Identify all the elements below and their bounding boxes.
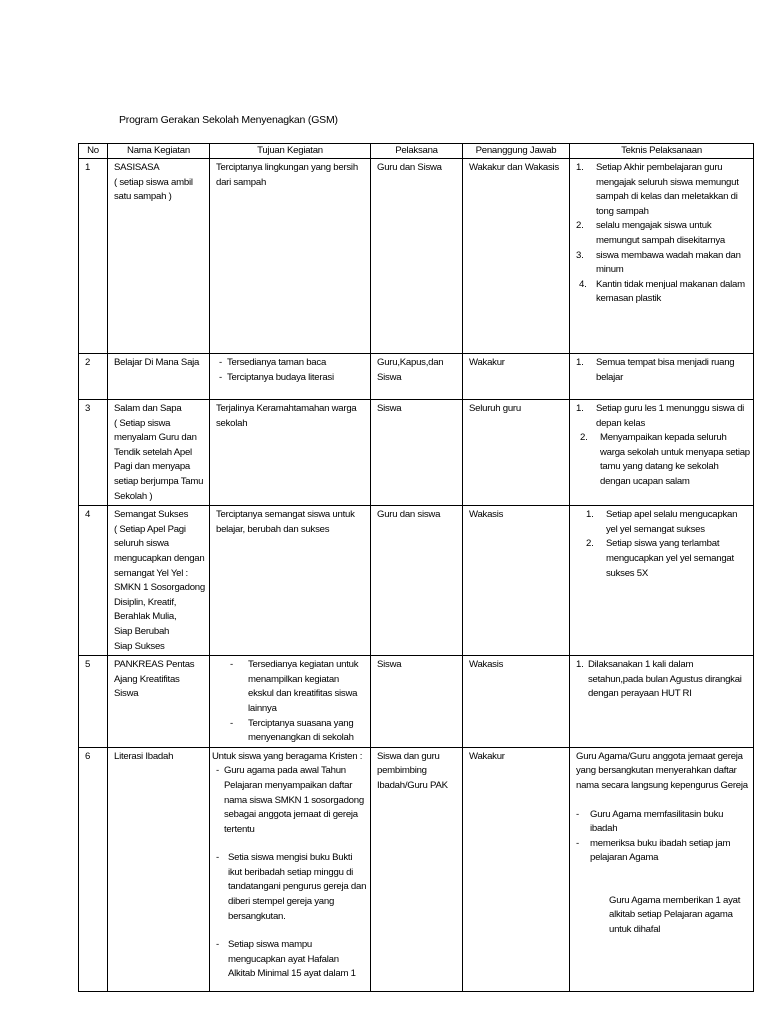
list-marker: - bbox=[576, 808, 579, 820]
list-marker: 1. bbox=[586, 509, 594, 521]
table-header-row bbox=[79, 144, 754, 159]
cell-teknis bbox=[570, 400, 754, 506]
list-text: Setiap guru les 1 menunggu siswa di depan kelas bbox=[596, 403, 745, 429]
header-no: No bbox=[79, 144, 108, 159]
table-row bbox=[79, 747, 754, 991]
list-item bbox=[219, 371, 367, 386]
cell-nama-kegiatan: Belajar Di Mana Saja bbox=[108, 354, 210, 400]
list-marker: 1. bbox=[576, 162, 584, 173]
list-text: Kantin tidak menjual makanan dalam kemasan plastik bbox=[596, 278, 745, 305]
list-text: selalu mengajak siswa untuk memungut sampah disekitarnya bbox=[596, 220, 725, 246]
list-text: Terciptanya suasana yang menyenangkan di sekolah bbox=[248, 717, 354, 744]
list-item bbox=[576, 837, 750, 866]
list-marker: 3. bbox=[576, 249, 584, 261]
list-item bbox=[216, 938, 367, 982]
list-text: Setiap siswa mampu mengucapkan ayat Hafalan Alkitab Minimal 15 ayat dalam 1 bbox=[228, 939, 356, 980]
cell-pelaksana: Siswa dan guru pembimbing Ibadah/Guru PAK bbox=[371, 747, 463, 991]
header-nama-kegiatan: Nama Kegiatan bbox=[108, 144, 210, 159]
cell-teknis bbox=[570, 159, 754, 354]
cell-nama-kegiatan: Salam dan Sapa ( Setiap siswa menyalam Guru dan Tendik setelah Apel Pagi dan menyapa setiap berjumpa Tamu Sekolah ) bbox=[108, 400, 210, 506]
list-text: memeriksa buku ibadah setiap jam pelajaran Agama bbox=[590, 837, 731, 864]
table-row bbox=[79, 400, 754, 506]
list-text: Setiap apel selalu mengucapkan yel yel semangat sukses bbox=[606, 509, 738, 535]
list-item bbox=[216, 851, 367, 924]
list-text: siswa membawa wadah makan dan minum bbox=[596, 249, 741, 276]
list-item bbox=[576, 219, 750, 248]
list-item bbox=[576, 402, 750, 431]
cell-nama-kegiatan: Semangat Sukses ( Setiap Apel Pagi seluruh siswa mengucapkan dengan semangat Yel Yel : SMKN 1 Sosorgadong Disiplin, Kreatif, Berahlak Mulia, Siap Berubah Siap Sukses bbox=[108, 506, 210, 656]
cell-pelaksana: Siswa bbox=[371, 656, 463, 748]
list-marker: 2. bbox=[586, 538, 594, 550]
list-text: Terciptanya budaya literasi bbox=[227, 371, 334, 383]
cell-no: 6 bbox=[79, 747, 108, 991]
cell-penanggung-jawab: Wakasis bbox=[463, 656, 570, 748]
tujuan-intro: Untuk siswa yang beragama Kristen : bbox=[212, 750, 363, 762]
list-marker: - bbox=[230, 659, 233, 671]
list-text: Setiap Akhir pembelajaran guru mengajak seluruh siswa memungut sampah di kelas dan meletakkan di tong sampah bbox=[596, 162, 739, 217]
list-text: Guru Agama memfasilitasin buku ibadah bbox=[590, 808, 724, 835]
cell-nama-kegiatan: Literasi Ibadah bbox=[108, 747, 210, 991]
cell-no: 1 bbox=[79, 159, 108, 354]
list-text: Tersedianya kegiatan untuk menampilkan kegiatan ekskul dan kreatifitas siswa lainnya bbox=[248, 659, 359, 714]
list-marker: - bbox=[216, 939, 219, 951]
list-item bbox=[216, 764, 367, 837]
list-marker: - bbox=[230, 717, 233, 729]
table-row bbox=[79, 354, 754, 400]
list-text: Semua tempat bisa menjadi ruang belajar bbox=[596, 357, 735, 383]
list-text: Guru agama pada awal Tahun Pelajaran menyampaikan daftar nama siswa SMKN 1 sosorgadong sebagai anggota jemaat di gereja tertentu bbox=[224, 765, 364, 835]
cell-teknis bbox=[570, 506, 754, 656]
teknis-outro: Guru Agama memberikan 1 ayat alkitab setiap Pelajaran agama untuk dihafal bbox=[609, 894, 741, 936]
list-text: Setia siswa mengisi buku Bukti ikut beribadah setiap minggu di tandatangani pengurus gereja dan diberi stempel gereja yang bersangkutan. bbox=[228, 852, 367, 922]
cell-pelaksana: Guru dan Siswa bbox=[371, 159, 463, 354]
list-marker: 1. bbox=[576, 659, 584, 671]
list-item bbox=[576, 356, 750, 385]
cell-tujuan bbox=[210, 656, 371, 748]
list-item bbox=[230, 717, 367, 746]
header-tujuan-kegiatan: Tujuan Kegiatan bbox=[210, 144, 371, 159]
list-text: Tersedianya taman baca bbox=[227, 357, 327, 368]
table-row bbox=[79, 656, 754, 748]
cell-penanggung-jawab: Seluruh guru bbox=[463, 400, 570, 506]
list-item bbox=[576, 658, 750, 702]
teknis-intro: Guru Agama/Guru anggota jemaat gereja yang bersangkutan menyerahkan daftar nama secara langsung kepengurus Gereja bbox=[576, 750, 748, 791]
cell-penanggung-jawab: Wakakur dan Wakasis bbox=[463, 159, 570, 354]
cell-tujuan: Terjalinya Keramahtamahan warga sekolah bbox=[210, 400, 371, 506]
list-text: Dilaksanakan 1 kali dalam setahun,pada bulan Agustus dirangkai dengan perayaan HUT RI bbox=[588, 659, 742, 700]
document-title: Program Gerakan Sekolah Menyenagkan (GSM) bbox=[119, 114, 338, 126]
header-pelaksana: Pelaksana bbox=[371, 144, 463, 159]
cell-penanggung-jawab: Wakakur bbox=[463, 354, 570, 400]
list-marker: - bbox=[576, 837, 579, 849]
list-item bbox=[576, 431, 750, 489]
cell-tujuan: Terciptanya semangat siswa untuk belajar, berubah dan sukses bbox=[210, 506, 371, 656]
cell-tujuan bbox=[210, 354, 371, 400]
cell-pelaksana: Guru dan siswa bbox=[371, 506, 463, 656]
list-item bbox=[576, 161, 750, 219]
table-row bbox=[79, 506, 754, 656]
list-item bbox=[576, 808, 750, 837]
cell-pelaksana: Guru,Kapus,dan Siswa bbox=[371, 354, 463, 400]
list-marker: 2. bbox=[580, 432, 588, 444]
list-marker: 1. bbox=[576, 403, 584, 414]
list-item bbox=[230, 658, 367, 716]
list-item bbox=[576, 249, 750, 278]
list-marker: 1. bbox=[576, 357, 584, 368]
table-row bbox=[79, 159, 754, 354]
cell-penanggung-jawab: Wakasis bbox=[463, 506, 570, 656]
cell-teknis bbox=[570, 354, 754, 400]
list-marker: - bbox=[219, 357, 222, 368]
list-text: Menyampaikan kepada seluruh warga sekolah untuk menyapa setiap tamu yang datang ke sekolah dengan ucapan salam bbox=[600, 432, 750, 487]
cell-no: 3 bbox=[79, 400, 108, 506]
header-teknis-pelaksanaan: Teknis Pelaksanaan bbox=[570, 144, 754, 159]
cell-no: 4 bbox=[79, 506, 108, 656]
cell-no: 2 bbox=[79, 354, 108, 400]
list-text: Setiap siswa yang terlambat mengucapkan yel yel semangat sukses 5X bbox=[606, 538, 734, 579]
list-item bbox=[586, 537, 750, 581]
list-item bbox=[219, 356, 367, 371]
list-marker: - bbox=[216, 765, 219, 777]
header-penanggung-jawab: Penanggung Jawab bbox=[463, 144, 570, 159]
list-item bbox=[586, 508, 750, 537]
cell-penanggung-jawab: Wakakur bbox=[463, 747, 570, 991]
cell-nama-kegiatan: PANKREAS Pentas Ajang Kreatifitas Siswa bbox=[108, 656, 210, 748]
list-marker: - bbox=[219, 371, 222, 383]
list-item bbox=[576, 278, 750, 307]
cell-nama-kegiatan: SASISASA ( setiap siswa ambil satu sampah ) bbox=[108, 159, 210, 354]
cell-teknis bbox=[570, 747, 754, 991]
cell-tujuan bbox=[210, 747, 371, 991]
cell-tujuan: Terciptanya lingkungan yang bersih dari sampah bbox=[210, 159, 371, 354]
cell-no: 5 bbox=[79, 656, 108, 748]
gsm-program-table bbox=[78, 143, 754, 992]
cell-teknis bbox=[570, 656, 754, 748]
list-marker: 4. bbox=[579, 278, 587, 290]
list-marker: - bbox=[216, 852, 219, 864]
cell-pelaksana: Siswa bbox=[371, 400, 463, 506]
list-marker: 2. bbox=[576, 220, 584, 232]
